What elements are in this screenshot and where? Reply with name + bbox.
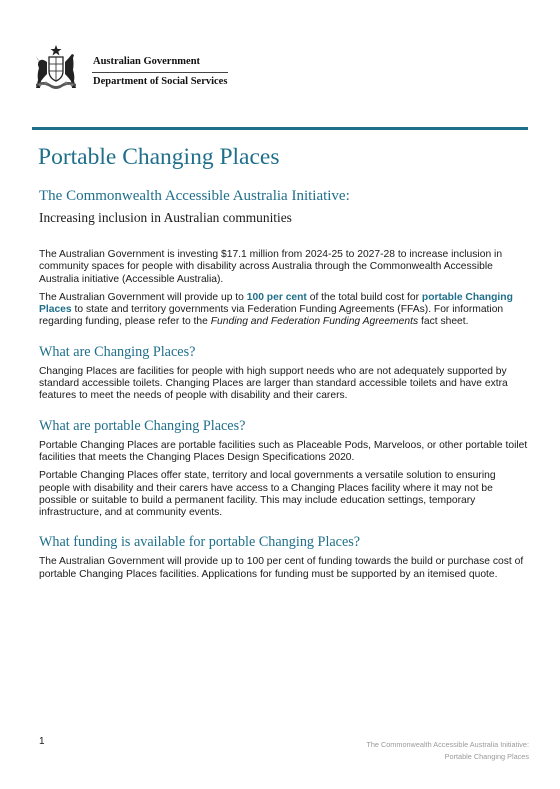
footer-running-title <box>366 739 529 762</box>
section-heading-portable-changing-places: What are portable Changing Places? <box>39 417 246 434</box>
document-subtitle: The Commonwealth Accessible Australia Initiative: <box>39 188 350 204</box>
logo-divider <box>92 72 228 73</box>
section-paragraph: The Australian Government will provide up to 100 per cent of funding towards the build or purchase cost of portable Changing Places facilities. Applications for funding must be supported by an itemised quote. <box>39 556 524 580</box>
footer-line-2: Portable Changing Places <box>444 751 529 761</box>
header-rule <box>32 127 528 130</box>
section-paragraph: Portable Changing Places are portable facilities such as Placeable Pods, Marveloos, or other portable toilet facilities that meets the Changing Places Design Specifications 2020. <box>39 439 528 463</box>
department-name: Department of Social Services <box>93 76 228 87</box>
government-name: Australian Government <box>93 56 201 67</box>
government-logo <box>30 44 230 94</box>
footer-line-1: The Commonwealth Accessible Australia Initiative: <box>366 740 529 749</box>
intro-paragraph-2 <box>39 292 529 329</box>
intro-text: The Australian Government will provide up to <box>39 291 247 303</box>
commonwealth-coat-of-arms-icon <box>30 44 82 92</box>
section-paragraph: Portable Changing Places offer state, territory and local governments a versatile solution to ensuring people with disability and their carers have access to a Changing Places facility where it may not be possible or suitable to build a permanent facility. This may include education settings, temporary infrastructure, and at community events. <box>39 470 496 519</box>
page-number: 1 <box>39 736 45 747</box>
section-heading-changing-places: What are Changing Places? <box>39 343 196 360</box>
section-heading-funding: What funding is available for portable Changing Places? <box>39 534 361 551</box>
intro-text: to state and territory governments via Federation Funding Agreements (FFAs). For information regarding funding, please refer to the <box>39 304 504 328</box>
document-tagline: Increasing inclusion in Australian communities <box>39 210 292 225</box>
fact-sheet-reference: Funding and Federation Funding Agreements <box>210 316 419 328</box>
document-title: Portable Changing Places <box>38 144 280 170</box>
funding-percent-highlight: 100 per cent <box>246 291 307 303</box>
intro-text: fact sheet. <box>418 316 469 328</box>
portable-changing-places-highlight: portable Changing Places <box>39 291 513 316</box>
intro-paragraph-1: The Australian Government is investing $17.1 million from 2024-25 to 2027-28 to increase inclusion in community spaces for people with disability across Australia through the Commonwealth Accessible Australia initiative (Accessible Australia). <box>39 249 503 285</box>
section-paragraph: Changing Places are facilities for people with high support needs who are not adequately supported by standard accessible toilets. Changing Places are larger than standard accessible toilets and have extra features to meet the needs of people with disability and their carers. <box>39 365 508 402</box>
document-body <box>39 249 529 587</box>
intro-text: of the total build cost for <box>306 291 422 303</box>
